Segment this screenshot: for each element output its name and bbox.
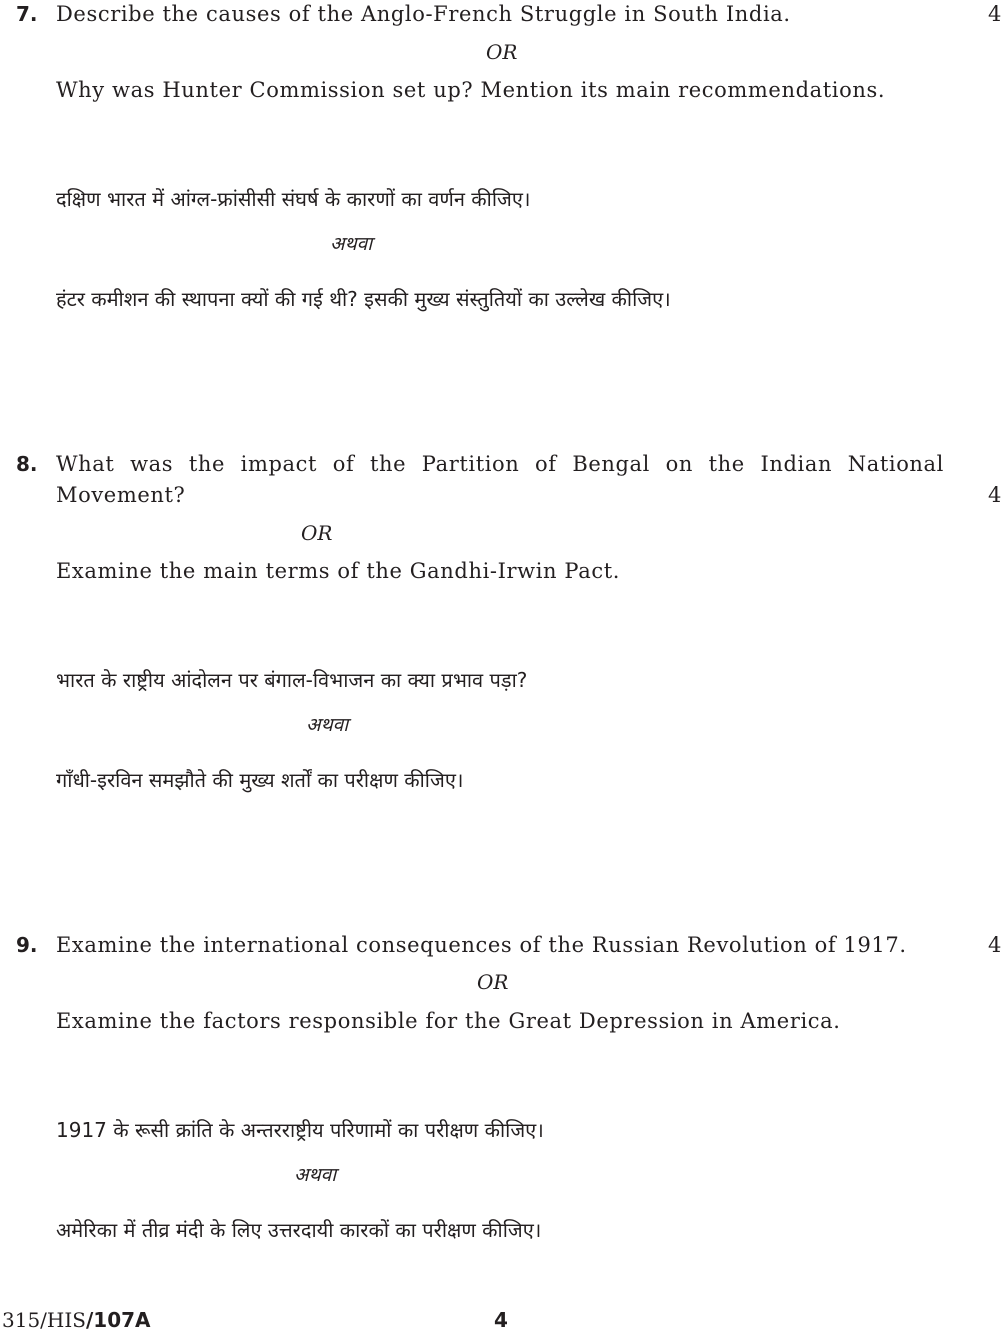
question-8-english-text-line2: Movement?: [56, 483, 186, 507]
question-7-english-or: OR: [486, 40, 518, 64]
paper-code: [2, 1307, 151, 1333]
question-9-number: 9.: [16, 933, 38, 957]
question-8-hindi-or: अथवा: [306, 714, 349, 736]
paper-code-prefix: 315/HIS: [2, 1308, 86, 1332]
question-8-marks: 4: [988, 483, 1002, 507]
question-8-hindi-alternative: गाँधी-इरविन समझौते की मुख्य शर्तों का परीक्षण कीजिए।: [56, 768, 464, 792]
question-7-english-alternative: Why was Hunter Commission set up? Mention its main recommendations.: [56, 78, 886, 102]
question-7-hindi-or: अथवा: [330, 233, 373, 255]
question-8-english-alternative: Examine the main terms of the Gandhi-Irwin Pact.: [56, 559, 621, 583]
question-8-number: 8.: [16, 452, 38, 476]
question-8-english-text-line1: What was the impact of the Partition of Bengal on the Indian National: [56, 452, 944, 476]
question-8-english-or: OR: [301, 521, 333, 545]
question-9-english-or: OR: [477, 970, 509, 994]
page-number: 4: [494, 1308, 508, 1332]
question-9-english-alternative: Examine the factors responsible for the Great Depression in America.: [56, 1009, 841, 1033]
question-8-hindi-text: भारत के राष्ट्रीय आंदोलन पर बंगाल-विभाजन का क्या प्रभाव पड़ा?: [56, 668, 528, 692]
question-9-marks: 4: [988, 933, 1002, 957]
question-7-number: 7.: [16, 2, 38, 26]
paper-code-suffix: /107A: [85, 1308, 151, 1332]
question-7-hindi-alternative: हंटर कमीशन की स्थापना क्यों की गई थी? इसकी मुख्य संस्तुतियों का उल्लेख कीजिए।: [56, 287, 671, 311]
question-9-english-text: Examine the international consequences of the Russian Revolution of 1917.: [56, 933, 907, 957]
question-7-english-text: Describe the causes of the Anglo-French Struggle in South India.: [56, 2, 791, 26]
question-7-marks: 4: [988, 2, 1002, 26]
question-9-hindi-or: अथवा: [294, 1164, 337, 1186]
question-9-hindi-alternative: अमेरिका में तीव्र मंदी के लिए उत्तरदायी कारकों का परीक्षण कीजिए।: [56, 1218, 542, 1242]
question-7-hindi-text: दक्षिण भारत में आंग्ल-फ्रांसीसी संघर्ष के कारणों का वर्णन कीजिए।: [56, 187, 531, 211]
question-9-hindi-text: 1917 के रूसी क्रांति के अन्तरराष्ट्रीय परिणामों का परीक्षण कीजिए।: [56, 1118, 544, 1142]
